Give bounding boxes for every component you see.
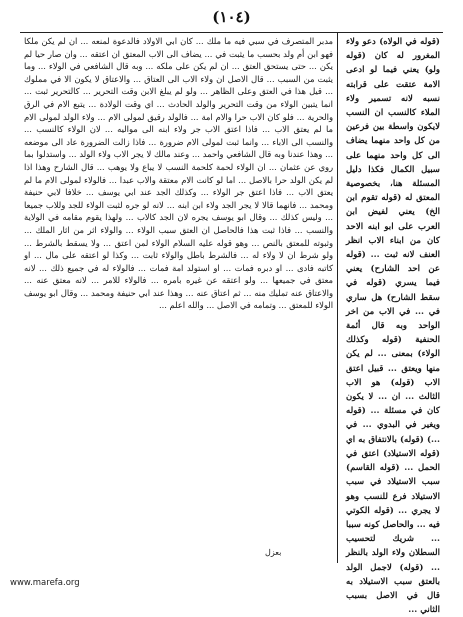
main-text-column: مدبر المتصرف في سبي فيه ما ملك ... كان ابي الاولاد فالدعوة لمنعه ... ان لم يكن ملكا فهو ابن أم ولد بحسب ما يثبت في ... يضاف الى الاب المعتق ان اعتقه ... وان صار حيا لم يكن ... حتى يستحق العتق ... ان لم يكن على ملكه ... وبه قال الشافعي في الولاء ... وما يثبت من السبب ... قال الاصل ان ولاء الاب الى العتاق ... والاعتاق لا يكون الا في مملوك ... قيل هذا في العتق وعلى الظاهر ... ولو لم يبلغ الابن وقت التحرير ... كالتحرير ثبت ... انما يتبين الولاء من وقت التحرير والولد الحادث ... اي وقت الولادة ... يتبع الام في الرق والحرية ... فلو كان الاب حرا والام امة ... فالولد رقيق لمولى الام ... ولاء الولد لمولى الام ما لم يعتق الاب ... فاذا اعتق الاب جر ولاء ابنه الى مواليه ... لان الولاء كالنسب ... والنسب الى الاباء ... وانما ثبت لمولى الام ضرورة ... فاذا زالت الضرورة عاد الى موضعه ... وهذا عندنا وبه قال الشافعي واحمد ... وعند مالك لا يجر الاب ولاء الولد ... واستدلوا بما روي عن عثمان ... ان الولاء لحمة كلحمة النسب لا يباع ولا يوهب ... قال الشارح وهذا اذا لم يكن الولد حرا بالاصل ... اما لو كانت الام معتقة والاب عبدا ... فالولاء لمولى الام ما لم يعتق الاب ... فاذا اعتق جر الولاء ... وكذلك الجد عند ابي يوسف ... خلافا لابي حنيفة ومحمد ... فانهما قالا لا يجر الجد ولاء ابن ابنه ... لانه لو جره لثبت الولاء للجد وللاب جميعا ... وليس كذلك ... وقال ابو يوسف يجره لان الجد كالاب ... ولهذا يقوم مقامه في الولاية والنسب ... فاذا ثبت هذا فالحاصل ان العتق سبب الولاء ... والولاء اثر من اثار الملك ... وثبوته للمعتق بالنص ... وهو قوله عليه السلام الولاء لمن اعتق ... ولا يسقط بالشرط ... ولو شرط ان لا ولاء له ... فالشرط باطل والولاء ثابت ... وكذا لو اعتقه على مال ... او كاتبه فادى ... او دبره فمات ... او استولد امة فمات ... فالولاء له في جميع ذلك ... لانه معتق في جميعها ... ولو اعتقه عن غيره بامره ... فالولاء للامر ... لانه معتق عنه ... والاعتاق عنه تمليك منه ... ثم اعتاق عنه ... وهذا عند ابي حنيفة ومحمد ... وقال ابو يوسف الولاء للمعتق ... وتمامه في الاصل ... والله اعلم ... [20, 33, 338, 563]
catchword: بعزل [265, 548, 282, 557]
watermark: www.marefa.org [10, 578, 80, 588]
margin-commentary-column: (قوله في الولاه) دعو ولاء المغرور له كان (قوله ولو) يعني فيما لو ادعى الامة عتقت على قرابته نسبه لانه تسمير ولاء الملاء كالنسب ان النسب لايكون واسطة بين فرعين من كل واحد منهما يضاف الى كل واحد منهما على سبيل الكمال فكذا دليل المسئلة هنا، بخصوصية المعتق له (قوله تقوم ابن الخ) يعني لفيض ابن العرب على ابو ابنه الاحد كان من ابناء الاب انظر العنف لانه ثبت ... (قوله عن احد الشارح) يعني فيما يسري (قوله في سقط الشارح) هل ساري في ... في الاب من اخر الواحد وبه قال أئمة الحنفية (قوله وكذلك الولاء) بمعنى ... لم يكن منها ويعتق ... قبيل اعتق الاب (قوله) هو الاب الثالث ... ان ... لا يكون كان في مسئلة ... (قوله ويغير في البدوي ... في ...) (قوله) بالانتفاق به اي (قوله الاستيلاد) اعتق في الحمل ... (قوله القاسم) سبب الاستيلاد في سبب الاستيلاد فرع للنسب وهو لا يجري ... (قوله الكوتي فيه ... والحاصل كونه سببا ... شريك لتحسيب السطلان ولاء الولد بالنظر ... (قوله) لاجمل الولد بالعتق سبب الاستيلاد به قال في الاصل بسبب الثاني ... [346, 37, 440, 616]
page-number: (١٠٤) [212, 8, 251, 26]
